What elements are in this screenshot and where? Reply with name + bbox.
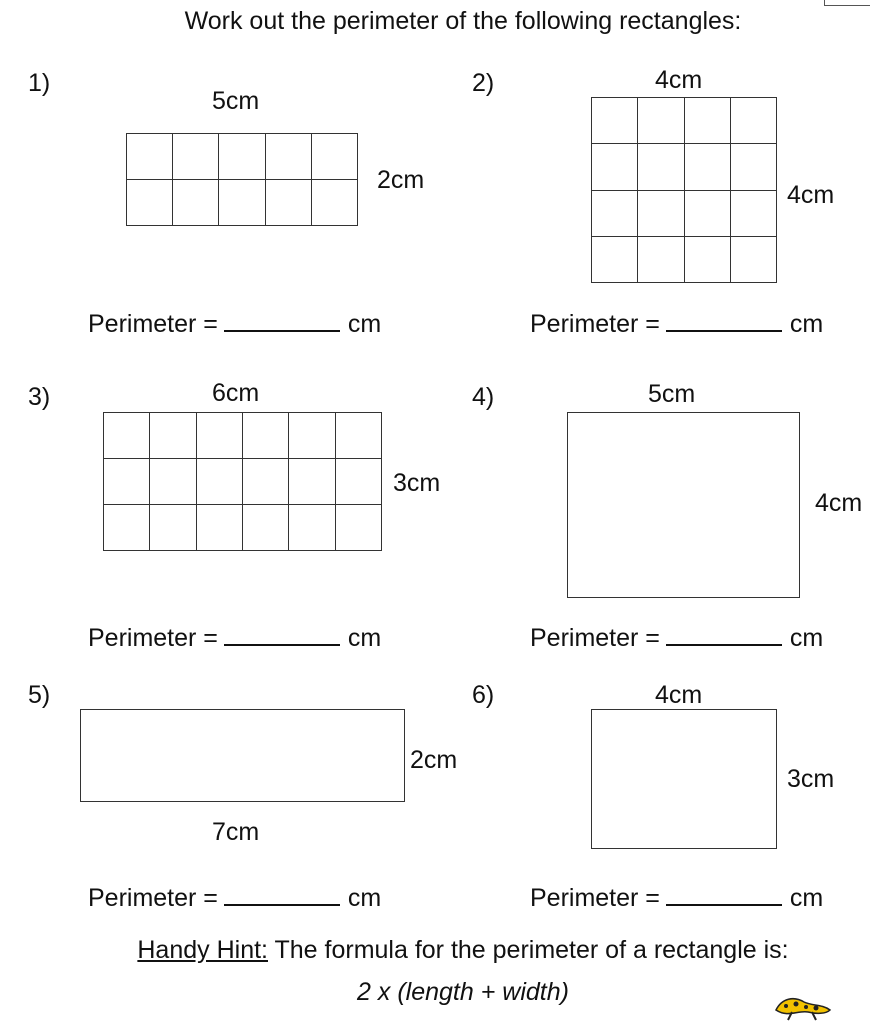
perimeter-label: Perimeter = (88, 310, 218, 338)
problem-3-number: 3) (28, 383, 51, 411)
grid-cell (730, 143, 776, 189)
grid-cell (288, 458, 334, 504)
grid-cell (196, 504, 242, 550)
grid-cell (149, 412, 195, 458)
problem-4-side-label: 4cm (815, 489, 863, 517)
problem-6-number: 6) (472, 681, 495, 709)
grid-cell (242, 458, 288, 504)
perimeter-label: Perimeter = (530, 884, 660, 912)
grid-cell (103, 412, 149, 458)
problem-4-top-label: 5cm (648, 380, 696, 408)
problem-5-bottom-label: 7cm (212, 818, 260, 846)
grid-cell (311, 133, 357, 179)
answer-blank[interactable] (224, 622, 340, 646)
answer-blank[interactable] (224, 308, 340, 332)
grid-cell (218, 133, 264, 179)
grid-cell (591, 143, 637, 189)
perimeter-label: Perimeter = (88, 624, 218, 652)
grid-cell (591, 97, 637, 143)
grid-cell (242, 412, 288, 458)
grid-cell (242, 504, 288, 550)
problem-3-side-label: 3cm (393, 469, 441, 497)
problem-3-answer-line (88, 622, 381, 653)
worksheet-title: Work out the perimeter of the following rectangles: (184, 7, 742, 35)
grid-cell (103, 504, 149, 550)
problem-4-rectangle (567, 412, 800, 598)
grid-cell (684, 143, 730, 189)
perimeter-label: Perimeter = (530, 310, 660, 338)
grid-cell (172, 133, 218, 179)
perimeter-formula: 2 x (length + width) (357, 978, 569, 1006)
grid-cell (591, 236, 637, 282)
problem-4-answer-line (530, 622, 823, 653)
grid-cell (730, 190, 776, 236)
hint-text: The formula for the perimeter of a rectangle is: (268, 936, 789, 964)
grid-cell (335, 412, 381, 458)
problem-1-answer-line (88, 308, 381, 339)
problem-6-answer-line (530, 882, 823, 913)
grid-cell (637, 97, 683, 143)
unit-label: cm (789, 884, 824, 912)
perimeter-label: Perimeter = (530, 624, 660, 652)
grid-cell (288, 504, 334, 550)
problem-2-answer-line (530, 308, 823, 339)
grid-cell (684, 236, 730, 282)
problem-5-rectangle (80, 709, 405, 802)
problem-6-top-label: 4cm (655, 681, 703, 709)
unit-label: cm (789, 310, 824, 338)
answer-blank[interactable] (666, 308, 782, 332)
problem-2-number: 2) (472, 69, 495, 97)
problem-1-side-label: 2cm (377, 166, 425, 194)
answer-blank[interactable] (666, 882, 782, 906)
grid-cell (637, 236, 683, 282)
answer-blank[interactable] (224, 882, 340, 906)
problem-3-top-label: 6cm (212, 379, 260, 407)
problem-5-answer-line (88, 882, 381, 913)
perimeter-label: Perimeter = (88, 884, 218, 912)
grid-cell (172, 179, 218, 225)
problem-4-number: 4) (472, 383, 495, 411)
hint-heading: Handy Hint: (137, 936, 268, 964)
problem-5-number: 5) (28, 681, 51, 709)
unit-label: cm (789, 624, 824, 652)
grid-cell (591, 190, 637, 236)
problem-3-grid-rectangle (103, 412, 382, 551)
grid-cell (196, 458, 242, 504)
grid-cell (265, 133, 311, 179)
grid-cell (684, 190, 730, 236)
grid-cell (311, 179, 357, 225)
grid-cell (126, 133, 172, 179)
unit-label: cm (347, 624, 382, 652)
answer-blank[interactable] (666, 622, 782, 646)
problem-1-number: 1) (28, 69, 51, 97)
problem-2-grid-rectangle (591, 97, 777, 283)
handy-hint (0, 936, 870, 965)
grid-cell (335, 504, 381, 550)
problem-6-rectangle (591, 709, 777, 849)
grid-cell (149, 458, 195, 504)
problem-1-grid-rectangle (126, 133, 358, 226)
problem-6-side-label: 3cm (787, 765, 835, 793)
grid-cell (730, 236, 776, 282)
problem-2-side-label: 4cm (787, 181, 835, 209)
grid-cell (149, 504, 195, 550)
grid-cell (103, 458, 149, 504)
unit-label: cm (347, 884, 382, 912)
grid-cell (126, 179, 172, 225)
grid-cell (730, 97, 776, 143)
grid-cell (218, 179, 264, 225)
problem-2-top-label: 4cm (655, 66, 703, 94)
grid-cell (196, 412, 242, 458)
problem-5-side-label: 2cm (410, 746, 458, 774)
grid-cell (335, 458, 381, 504)
grid-cell (288, 412, 334, 458)
problem-1-top-label: 5cm (212, 87, 260, 115)
grid-cell (637, 143, 683, 189)
grid-cell (637, 190, 683, 236)
grid-cell (265, 179, 311, 225)
grid-cell (684, 97, 730, 143)
unit-label: cm (347, 310, 382, 338)
